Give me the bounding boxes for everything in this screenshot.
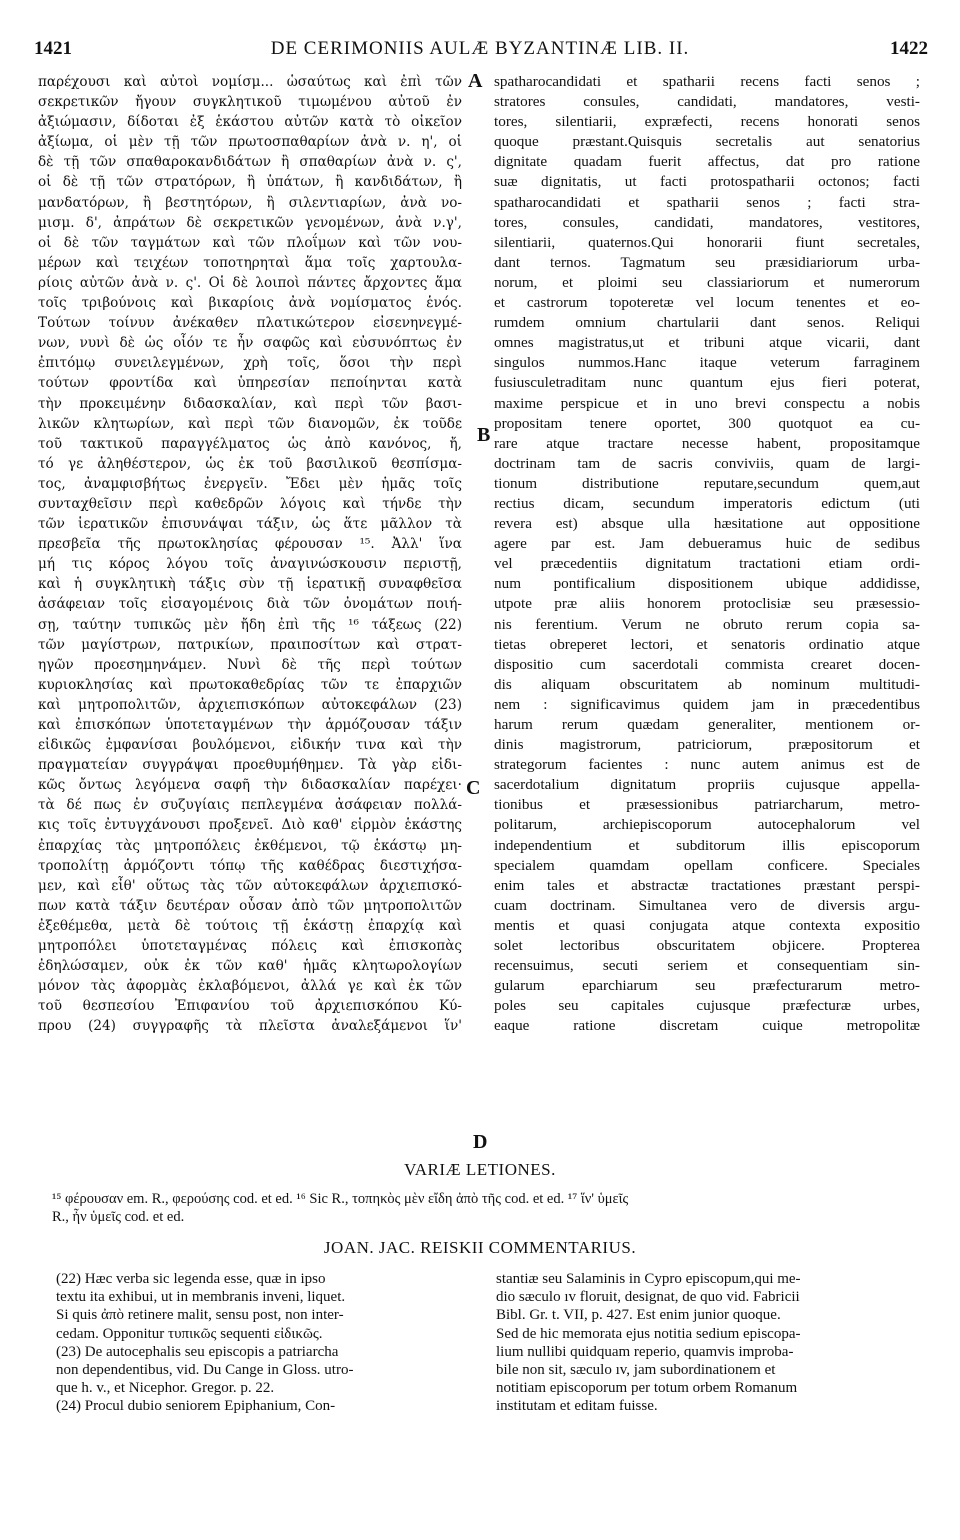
greek-text-line: τῶν μαγίστρων, πατρικίων, πραιποσίτων καὶ στρατ-: [38, 636, 462, 653]
latin-text-line: enim tales et abstractæ tractationes præstant perspi-: [494, 876, 920, 894]
latin-text-line: dignitate quadam fuerit affectus, dat pro ratione: [494, 153, 920, 171]
latin-text-line: independentium et subditorum illis episcoporum: [494, 836, 920, 854]
commentary-line: bile non sit, sæculo ıv, jam subordinationem et: [496, 1362, 776, 1379]
page-number-left: 1421: [34, 38, 72, 59]
latin-text-line: tietas obreperet lectori, et senatoris ordinatio atque: [494, 635, 920, 653]
greek-text-line: τροπολίτῃ ἁρμόζοντι τόπῳ τῆς καθέδρας διεστιχήσα-: [38, 857, 462, 874]
greek-text-line: παρέχουσι καὶ αὐτοὶ νομίσμ... ὡσαύτως καὶ ἐπὶ τῶν: [38, 74, 462, 90]
varia-lectiones: [52, 1190, 932, 1226]
greek-text-line: πων κατὰ τάξιν δευτέραν οὖσαν ἀπὸ τῶν μητροπολιτῶν: [38, 897, 462, 914]
commentary-title: JOAN. JAC. REISKII COMMENTARIUS.: [323, 1238, 637, 1257]
greek-text-line: μητροπόλει ὑποτεταγμένας πόλεις καὶ ἐπισκοπὰς: [38, 938, 462, 955]
greek-text-line: ἀξίωμα, οἱ μὲν τῇ τῶν πρωτοσπαθαρίων ἀνὰ ν. η', οἱ: [38, 134, 462, 151]
latin-text-line: rumdem omnium chartularii dant senos. Reliqui: [494, 314, 920, 332]
greek-text-line: καὶ ἡ συγκλητικὴ τάξις σὺν τῇ ἱερατικῇ συναφθεῖσα: [38, 576, 462, 593]
latin-text-line: rectius dicam, secundum imperatoris edictum (uti: [494, 494, 920, 512]
greek-text-line: τὴν προκειμένην διδασκαλίαν, καὶ περὶ τῶν βασι-: [38, 395, 462, 412]
greek-text-line: τό γε ἀληθέστερον, ὡς ἐκ τοῦ βασιλικοῦ θεσπίσμα-: [38, 455, 462, 472]
greek-text-line: ἀξιώμασιν, δίδοται ἐξ ἑκάστου αὐτῶν κατὰ τὸ οἰκεῖον: [38, 114, 462, 131]
latin-text-line: eaque ratione discretam cuique metropolitæ: [494, 1017, 920, 1035]
margin-marker-a: A: [468, 70, 483, 92]
latin-text-line: stratores consules, candidati, mandatores, vesti-: [494, 93, 920, 111]
greek-text-line: σεκρετικῶν ἤγουν συγκλητικοῦ τιμωμένου αὐτοῦ ἐν: [38, 94, 462, 111]
varia-line: R., ἦν ὑμεῖς cod. et ed.: [52, 1209, 185, 1225]
latin-text-line: tores, silentiarii, expræfecti, recens honorati senos: [494, 113, 920, 131]
latin-text-line: num pontificalium dispositionem ubique addidisse,: [494, 575, 920, 593]
greek-text-column: [38, 72, 462, 1037]
latin-text-line: quoque præstant.Quisquis secretalis aut senatorius: [494, 133, 920, 151]
latin-text-line: singulos nummos.Hanc itaque veterum farraginem: [494, 354, 920, 372]
greek-text-line: κυριοκλησίας καὶ πρωτοκαθεδρίας τῶν τε ἐπαρχιῶν: [38, 676, 462, 693]
greek-text-line: οἱ δὲ τῶν ταγμάτων καὶ τῶν πλοΐμων καὶ τῶν νου-: [38, 234, 462, 251]
greek-text-line: ἐξεθέμεθα, μετὰ δὲ τούτοις τῇ ἑκάστῃ ἐπαρχίᾳ καὶ: [38, 917, 462, 934]
greek-text-line: ἐδηλώσαμεν, οὐκ ἐκ τῶν καθ' ἡμᾶς κλητωρολογίων: [38, 958, 462, 975]
greek-text-line: μανδατόρων, ἢ βεστητόρων, ἢ σιλεντιαρίων, ἀνὰ νο-: [38, 194, 462, 211]
greek-text-line: πρου (24) συγγραφῆς τὰ πλεῖστα ἀναλεξάμενοι ἵν': [38, 1018, 462, 1035]
latin-text-line: gularum eparchiarum seu præfecturarum metro-: [494, 977, 920, 995]
latin-text-line: spatharocandidati et spatharii senos ; facti stra-: [494, 193, 920, 211]
commentary-right-column: [496, 1270, 928, 1416]
latin-text-line: et castrorum topoteretæ vel locum tenentes et eo-: [494, 294, 920, 312]
commentary-line: institutam et editam fuisse.: [496, 1398, 658, 1415]
greek-text-line: τοῦ θεσπεσίου Ἐπιφανίου τοῦ ἀρχιεπισκόπου Κύ-: [38, 998, 462, 1015]
latin-text-line: nis ferentium. Verum ne obruto rerum copia sa-: [494, 615, 920, 633]
greek-text-line: ηγῶν προεσημηνάμεν. Νυνὶ δὲ τῆς περὶ τούτων: [38, 656, 462, 673]
latin-text-line: recensuimus, secuti seriem et consequentiam sin-: [494, 957, 920, 975]
commentary-line: Bibl. Gr. t. VII, p. 427. Est enim junior quoque.: [496, 1307, 781, 1324]
latin-text-line: poles seu capitales cujusque præfecturæ urbes,: [494, 997, 920, 1015]
greek-text-line: μέρων καὶ τειχέων τοποτηρηταὶ ἅμα τοῖς χαρτουλα-: [38, 254, 462, 271]
greek-text-line: τούτων φροντίδα καὶ ὑπηρεσίαν πεποίηνται κατὰ: [38, 375, 462, 392]
greek-text-line: ἀσάφειαν τοῖς εἰσαγομένοις διὰ τῶν ὀνομάτων ποιή-: [38, 596, 462, 613]
commentary-line: stantiæ seu Salaminis in Cypro episcopum,qui me-: [496, 1271, 801, 1287]
greek-text-line: τὰ δέ πως ἐν συζυγίαις πεπλεγμένα ἀσάφειαν πολλά-: [38, 797, 462, 814]
latin-text-line: silentiarii, quaternos.Qui honorarii fiunt secretales,: [494, 233, 920, 251]
greek-text-line: πραγματείαν συγγράψαι προεθυμήθημεν. Τὰ γὰρ εἰδι-: [38, 757, 462, 774]
commentary-left-column: [56, 1270, 468, 1416]
latin-text-line: sacerdotalium dignitatum propriis cujusque appella-: [494, 776, 920, 794]
latin-text-line: agere par est. Jam debueramus huic de sedibus: [494, 535, 920, 553]
greek-text-line: τοῖς τριβούνοις καὶ βικαρίοις ἀνὰ νομίσματος ἑνός.: [38, 295, 462, 312]
commentary-line: que h. v., et Nicephor. Gregor. p. 22.: [56, 1380, 275, 1397]
greek-text-line: κῶς ὄντως λεγόμενα σαφῆ τὴν διδασκαλίαν παρέχει·: [38, 777, 462, 794]
latin-text-line: politarum, archiepiscoporum autocephalorum vel: [494, 816, 920, 834]
greek-text-line: λικῶν κλητωρίων, καὶ περὶ τῶν διανομῶν, ἐκ τοῦδε: [38, 415, 462, 432]
latin-text-line: omnes magistratus,ut et tribuni atque vicarii, dant: [494, 334, 920, 352]
varia-line: ¹⁵ φέρουσαν em. R., φερούσης cod. et ed. ¹⁶ Sic R., τοπηκὸς μὲν εἴδη ἀπὸ τῆς cod. et ed. ¹⁷ ἵν' ὑμεῖς: [52, 1191, 629, 1207]
greek-text-line: μή τις κόρος λόγου τοῖς ἀναγινώσκουσιν περιστῇ,: [38, 556, 462, 573]
latin-text-line: dis aliquam obscuritatem ab nominum multitudi-: [494, 675, 920, 693]
greek-text-line: κις τοῖς ἐντυγχάνουσι προξενεῖ. Διὸ καθ' εἱρμὸν ἑκάστης: [38, 817, 462, 834]
latin-text-line: fusiusculetraditam nunc quantum ejus fieri poterat,: [494, 374, 920, 392]
greek-text-line: πρεσβεῖα τῆς πρωτοκλησίας φέρουσαν ¹⁵. Ἀλλ' ἵνα: [38, 536, 462, 553]
latin-text-line: dant ternos. Tagmatum seu præsidiariorum urba-: [494, 253, 920, 271]
greek-text-line: Τούτων τοίνυν ἀνέκαθεν πλατικώτερον εἰσενηνεγμέ-: [38, 315, 462, 332]
latin-text-line: mentis et quasi conjugata atque contexta expositio: [494, 916, 920, 934]
greek-text-line: καὶ ἐπισκόπων ὑποτεταγμένων τὴν ἁρμόζουσαν τάξιν: [38, 717, 462, 733]
greek-text-line: ἐπιτόμῳ συνειλεγμένων, χρὴ τοῖς, ὅσοι τὴν περὶ: [38, 355, 462, 372]
latin-text-line: nem : significavimus quidem jam in præcedentibus: [494, 695, 920, 713]
latin-text-line: strategorum facientes : nunc autem animus est de: [494, 756, 920, 774]
latin-text-line: solet lectoribus obscuritatem objicere. Propterea: [494, 937, 920, 955]
margin-marker-d: D: [473, 1131, 488, 1153]
latin-text-line: dispositio cum sacerdotali commista crearet docen-: [494, 655, 920, 673]
greek-text-line: συνταχθεῖσιν περὶ καθεδρῶν λόγοις καὶ τήνδε τὴν: [38, 495, 462, 512]
greek-text-line: δὲ τῇ τῶν σπαθαροκανδιδάτων ἢ σπαθαρίων ἀνὰ ν. ς',: [38, 154, 462, 171]
commentary-line: (23) De autocephalis seu episcopis a patriarcha: [56, 1343, 339, 1360]
greek-text-line: τοῦ τακτικοῦ παραγγέλματος ὡς ἀπὸ κανόνος, ἤ,: [38, 435, 462, 452]
commentary-line: (22) Hæc verba sic legenda esse, quæ in ipso: [56, 1271, 326, 1287]
commentary-line: notitiam episcoporum per totum orbem Romanum: [496, 1380, 798, 1397]
greek-text-line: νων, νυνὶ δὲ ὡς οἷόν τε ἦν σαφῶς καὶ εὐσυνόπτως ἐν: [38, 335, 462, 352]
latin-text-line: utpote præ aliis honorem protoclisiæ seu præsessio-: [494, 595, 920, 613]
greek-text-line: τῶν ἱερατικῶν ἐπισυνάψαι τάξιν, ὡς ἅτε μᾶλλον τὰ: [38, 516, 462, 533]
greek-text-line: μισμ. δ', ἀπράτων δὲ σεκρετικῶν γενομένων, ἀνὰ ν.γ',: [38, 214, 462, 231]
latin-text-line: dinis magistrorum, patriciorum, præpositorum et: [494, 736, 920, 754]
varia-title: VARIÆ LETIONES.: [404, 1160, 556, 1179]
latin-text-line: propositam tenere oportet, 300 quotquot ea cu-: [494, 414, 920, 432]
greek-text-line: οἱ δὲ τῇ τῶν στρατόρων, ἢ ὑπάτων, ἢ κανδιδάτων, ἢ: [38, 174, 462, 191]
latin-text-column: [494, 72, 920, 1037]
greek-text-line: τος, ἀναμφισβήτως ἐνεργεῖν. Ἔδει μὲν ἡμᾶς τοῖς: [38, 475, 462, 492]
latin-text-line: maxime perspicue et in uno brevi conspectu a nobis: [494, 394, 920, 412]
latin-text-line: vel præcedentiis dignitatum tractationi etiam ordi-: [494, 555, 920, 573]
commentary-line: Sed de hic memorata ejus notitia sedium episcopa-: [496, 1325, 801, 1342]
commentary-line: dio sæculo ıv floruit, designat, de quo vid. Fabricii: [496, 1289, 800, 1306]
greek-text-line: ἐπαρχίας τὰς μητροπόλεις ἐκθέμενοι, τῷ ἑκάστῳ μη-: [38, 837, 462, 854]
latin-text-line: tionibus et præsessionibus patriarcharum, metro-: [494, 796, 920, 814]
margin-marker-b: B: [477, 424, 491, 446]
latin-text-line: harum rerum quædam generaliter, mentionem or-: [494, 716, 920, 733]
latin-text-line: doctrinam tam de sacris conviviis, quam de largi-: [494, 454, 920, 472]
greek-text-line: εἰδικῶς ἐμφανίσαι βουλόμενοι, εἰδικήν τινα καὶ τὴν: [38, 737, 462, 754]
page-number-right: 1422: [890, 38, 928, 59]
latin-text-line: revera est) absque ulla hæsitatione aut oppositione: [494, 515, 920, 533]
latin-text-line: rare atque tractare necesse habent, propositamque: [494, 434, 920, 452]
commentary-line: lium nullibi quidquam reperio, quamvis improba-: [496, 1343, 794, 1360]
greek-text-line: καὶ μητροπολιτῶν, ἀρχιεπισκόπων αὐτοκεφάλων (23): [38, 696, 462, 713]
running-title: DE CERIMONIIS AULÆ BYZANTINÆ LIB. II.: [270, 38, 690, 59]
running-head: [30, 38, 930, 62]
latin-text-line: specialem quamdam opellam conficere. Speciales: [494, 856, 920, 874]
latin-text-line: suæ dignitatis, ut facti protospatharii octonos; facti: [494, 173, 920, 191]
commentary-line: non dependentibus, vid. Du Cange in Gloss. utro-: [56, 1362, 354, 1379]
margin-marker-c: C: [466, 777, 481, 799]
latin-text-line: norum, et ploimi seu classiariorum et numerorum: [494, 273, 920, 291]
commentary-line: Si quis ἀπὸ retinere malit, sensu post, non inter-: [56, 1307, 344, 1324]
commentary-line: textu ita exhibui, ut in membranis inveni, liquet.: [56, 1289, 346, 1306]
greek-text-line: μεν, καὶ εἶθ' οὕτως τὰς τῶν αὐτοκεφάλων ἀρχιεπισκό-: [38, 877, 462, 894]
greek-text-line: μόνον τὰς ἀφορμὰς ἐκλαβόμενοι, ἀλλά γε καὶ ἐκ τῶν: [38, 978, 462, 995]
commentary-line: cedam. Opponitur τυπικῶς sequenti εἰδικῶς.: [56, 1325, 323, 1342]
greek-text-line: ρίοις αὐτῶν ἀνὰ ν. ς'. Οἱ δὲ λοιποὶ πάντες ἄρχοντες ἅμα: [38, 274, 462, 291]
latin-text-line: spatharocandidati et spatharii recens facti senos ;: [494, 73, 920, 90]
latin-text-line: tionum distributione reputare,secundum quem,aut: [494, 474, 920, 492]
latin-text-line: cuam doctrinam. Simultanea vero de diversis argu-: [494, 896, 920, 914]
latin-text-line: tores, consules, candidati, mandatores, vestitores,: [494, 213, 920, 231]
commentary-line: (24) Procul dubio seniorem Epiphanium, Con-: [56, 1398, 336, 1415]
greek-text-line: σῃ, ταύτην τυπικῶς μὲν ἤδη ἐπὶ τῆς ¹⁶ τάξεως (22): [38, 616, 462, 633]
